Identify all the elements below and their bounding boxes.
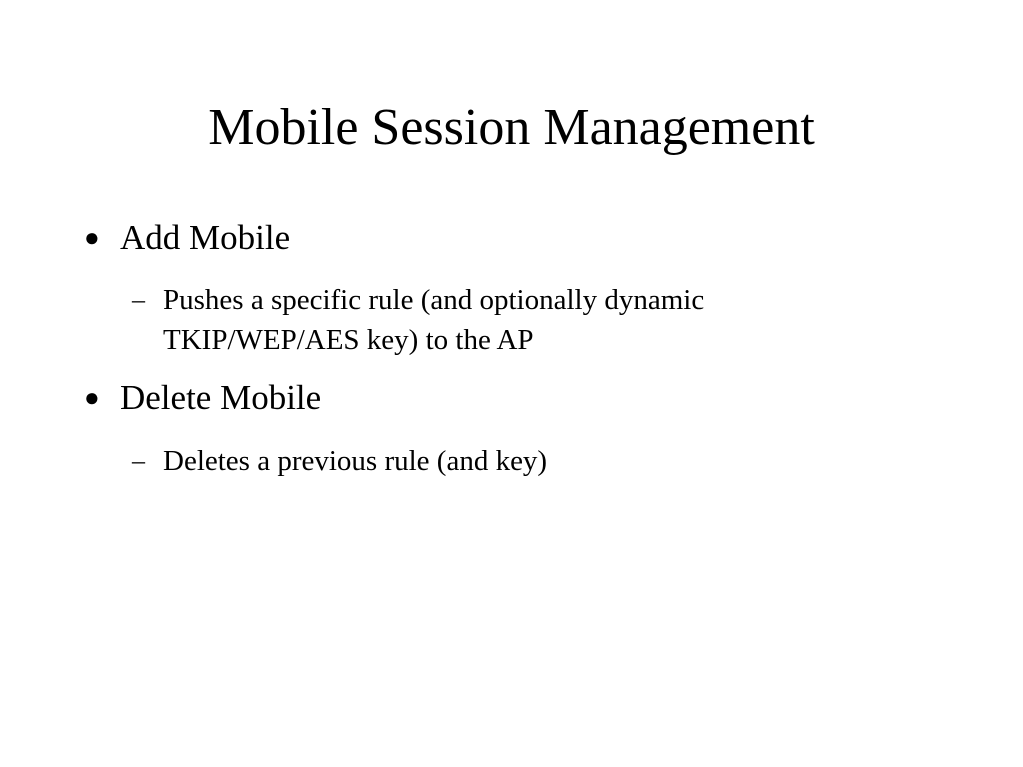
bullet-dot-icon: ● <box>84 223 100 252</box>
list-item-label: Delete Mobile <box>120 378 322 417</box>
bullet-dash-icon: – <box>132 285 145 314</box>
list-item-label: Add Mobile <box>120 218 291 257</box>
bullet-dot-icon: ● <box>84 383 100 412</box>
sub-item-label: Pushes a specific rule (and optionally dynamic TKIP/WEP/AES key) to the AP <box>163 284 705 356</box>
sub-item-label: Deletes a previous rule (and key) <box>163 445 548 477</box>
bullet-dash-icon: – <box>132 446 145 475</box>
slide-title: Mobile Session Management <box>208 99 815 156</box>
